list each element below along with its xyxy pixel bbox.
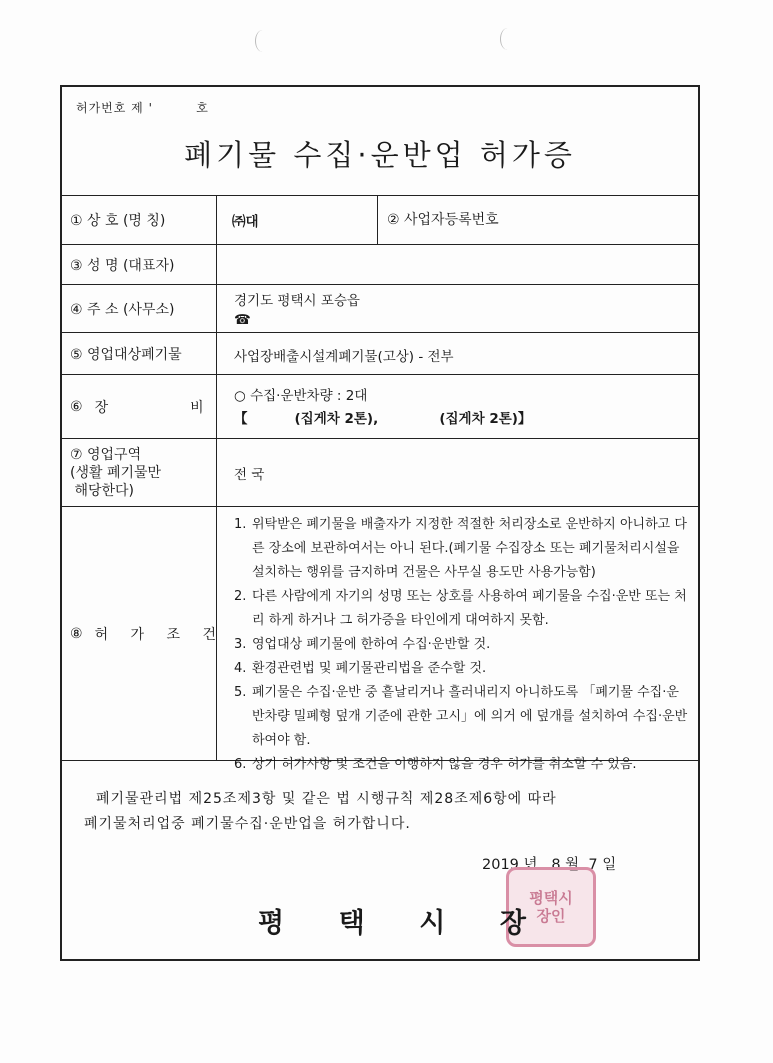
company-row bbox=[62, 195, 698, 245]
name-label: ③ 성 명 (대표자) bbox=[62, 245, 217, 284]
area-row bbox=[62, 439, 698, 507]
bizreg-label: ② 사업자등록번호 bbox=[387, 212, 499, 228]
list-item: 1. 위탁받은 폐기물을 배출자가 지정한 적절한 처리장소로 운반하지 아니하고 다른 장소에 보관하여서는 아니 된다.(폐기물 수집장소 또는 폐기물처리시설을 설치하는 행위를 금지하며 건물은 사무실 용도만 사용가능함) bbox=[234, 517, 687, 580]
list-item: 6. 상기 허가사항 및 조건을 이행하지 않을 경우 허가를 취소할 수 있음. bbox=[234, 757, 637, 772]
equipment-num: ⑥ bbox=[70, 398, 83, 415]
area-label: ⑦ 영업구역 (생활 폐기물만 해당한다) bbox=[62, 439, 217, 506]
conditions-num: ⑧ bbox=[70, 625, 83, 642]
law-line-1: 폐기물관리법 제25조제3항 및 같은 법 시행규칙 제28조제6항에 따라 bbox=[96, 791, 557, 807]
address-label: ④ 주 소 (사무소) bbox=[62, 285, 217, 332]
company-value: ㈜대 bbox=[232, 214, 259, 230]
conditions-label bbox=[62, 507, 217, 760]
area-value: 전 국 bbox=[234, 467, 265, 483]
conditions-list bbox=[234, 513, 690, 777]
scan-mark bbox=[500, 28, 515, 50]
law-statement bbox=[84, 787, 696, 832]
issuer-char: 평 bbox=[258, 908, 285, 939]
waste-row bbox=[62, 333, 698, 375]
conditions-char: 건 bbox=[202, 626, 216, 643]
name-row bbox=[62, 245, 698, 285]
list-item: 3. 영업대상 폐기물에 한하여 수집·운반할 것. bbox=[234, 637, 491, 652]
waste-label: ⑤ 영업대상폐기물 bbox=[62, 333, 217, 374]
company-label: ① 상 호 (명 칭) bbox=[62, 195, 217, 244]
list-item: 2. 다른 사람에게 자기의 성명 또는 상호를 사용하여 폐기물을 수집·운반 또는 처리 하게 하거나 그 허가증을 타인에게 대여하지 못함. bbox=[234, 589, 687, 628]
issuer-char: 시 bbox=[419, 908, 446, 939]
conditions-row bbox=[62, 507, 698, 772]
permit-document bbox=[60, 85, 700, 961]
conditions-char: 허 bbox=[94, 626, 109, 643]
page-title: 폐기물 수집·운반업 허가증 bbox=[184, 138, 576, 172]
address-value: 경기도 평택시 포승읍 bbox=[234, 293, 360, 309]
permit-number: 허가번호 제 ' 호 bbox=[76, 101, 209, 115]
conditions-char: 조 bbox=[166, 626, 181, 643]
equipment-char: 장 bbox=[94, 399, 109, 416]
issuer-char: 장 bbox=[499, 908, 526, 939]
conditions-char: 가 bbox=[130, 626, 145, 643]
list-item: 5. 폐기물은 수집·운반 중 흩날리거나 흘러내리지 아니하도록 「폐기물 수집·운반차량 밀폐형 덮개 기준에 관한 고시」에 의거 에 덮개를 설치하여 수집·운반하여야 함. bbox=[234, 685, 688, 748]
header-block bbox=[62, 87, 698, 196]
address-row bbox=[62, 285, 698, 333]
list-item: 4. 환경관련법 및 폐기물관리법을 준수할 것. bbox=[234, 661, 487, 676]
issuer-signature bbox=[258, 901, 526, 940]
equipment-row bbox=[62, 375, 698, 439]
law-line-2: 폐기물처리업중 폐기물수집·운반업을 허가합니다. bbox=[84, 816, 411, 832]
equipment-line-1: ○ 수집·운반차량 : 2대 bbox=[234, 388, 368, 404]
equipment-char: 비 bbox=[190, 399, 204, 416]
issue-date: 2019 년 8 월 7 일 bbox=[482, 857, 617, 873]
phone-icon: ☎ bbox=[234, 312, 251, 328]
waste-value: 사업장배출시설계폐기물(고상) - 전부 bbox=[234, 349, 454, 365]
equipment-label bbox=[62, 375, 217, 438]
scan-mark bbox=[255, 30, 270, 52]
issuer-char: 택 bbox=[338, 908, 365, 939]
seal-text: 평택시 장인 bbox=[529, 889, 573, 925]
equipment-line-2: 【 (집게차 2톤), (집게차 2톤)】 bbox=[234, 411, 532, 427]
